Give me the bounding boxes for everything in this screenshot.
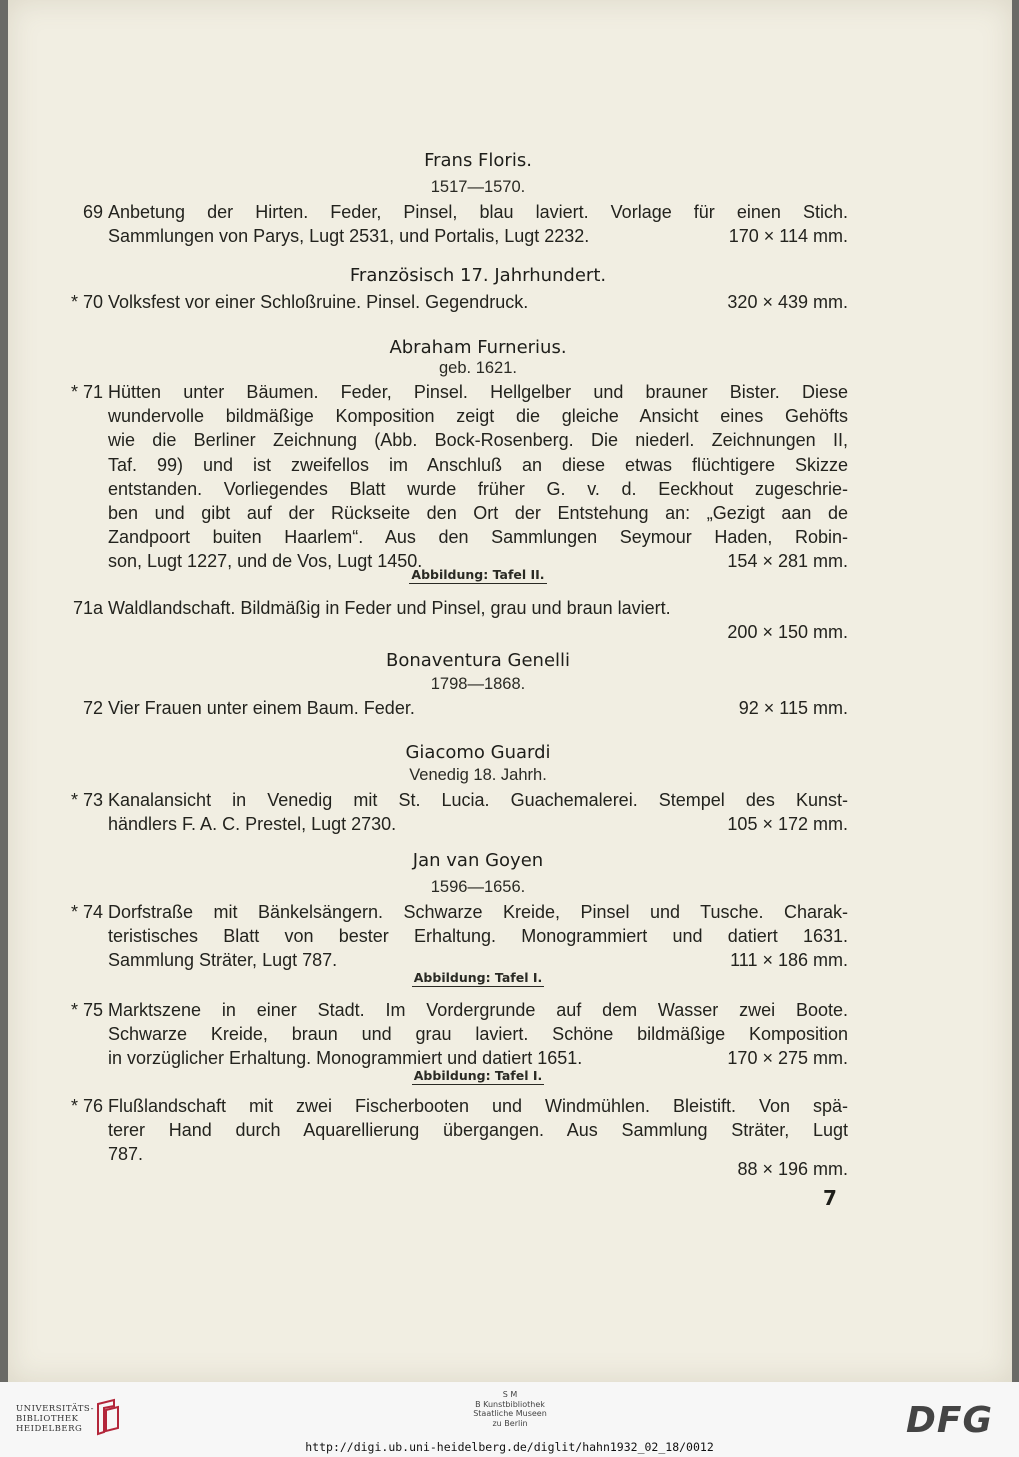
entry-text-line: entstanden. Vorliegendes Blatt wurde früher G. v. d. Eeckhout zugeschrie-	[108, 478, 848, 499]
entry-number: 72	[82, 698, 103, 718]
entry-text-line: Sammlungen von Parys, Lugt 2531, und Portalis, Lugt 2232. 170 × 114 mm.	[108, 224, 848, 248]
entry-number: * 71	[70, 382, 103, 402]
entry-76	[70, 1094, 848, 1181]
dimensions: 320 × 439 mm.	[727, 292, 848, 312]
dimensions: 200 × 150 mm.	[727, 622, 848, 643]
entry-72	[82, 696, 848, 720]
entry-text-line: händlers F. A. C. Prestel, Lugt 2730. 105 × 172 mm.	[108, 812, 848, 836]
artist-heading-floris: Frans Floris.	[424, 150, 532, 171]
dimensions: 170 × 114 mm.	[728, 226, 848, 247]
entry-text-line: Kanalansicht in Venedig mit St. Lucia. Guachemalerei. Stempel des Kunst-	[108, 790, 848, 810]
page-content	[8, 0, 1012, 1382]
entry-text-line: Taf. 99) und ist zweifellos im Anschluß an diese etwas flüchtigere Skizze	[108, 454, 848, 475]
page-number: 7	[823, 1186, 837, 1210]
university-library-name: UNIVERSITÄTS- BIBLIOTHEK HEIDELBERG	[16, 1404, 94, 1434]
entry-text-line: ben und gibt auf der Rückseite den Ort der Entstehung an: „Gezigt aan de	[108, 503, 848, 524]
entry-text-line: 787.	[108, 1144, 144, 1165]
entry-number: * 75	[70, 1000, 103, 1020]
artist-dates-floris: 1517—1570.	[430, 178, 526, 196]
entry-text-line: in vorzüglicher Erhaltung. Monogrammiert und datiert 1651. 170 × 275 mm.	[108, 1046, 848, 1070]
illustration-reference: Abbildung: Tafel I.	[413, 970, 543, 985]
dimensions: 88 × 196 mm.	[737, 1158, 848, 1179]
entry-75	[70, 998, 848, 1071]
dimensions: 154 × 281 mm.	[727, 551, 848, 572]
catalog-page	[8, 0, 1012, 1382]
dimensions: 111 × 186 mm.	[730, 950, 848, 971]
entry-number: * 70	[70, 292, 103, 312]
entry-text-line: Volksfest vor einer Schloßruine. Pinsel. Gegendruck. 320 × 439 mm.	[108, 290, 848, 314]
entry-71a	[72, 596, 848, 644]
entry-text-line: wie die Berliner Zeichnung (Abb. Bock-Rosenberg. Die niederl. Zeichnungen II,	[108, 430, 848, 451]
entry-69	[82, 200, 848, 248]
entry-text-line: terer Hand durch Aquarellierung übergangen. Aus Sammlung Sträter, Lugt	[108, 1120, 848, 1141]
entry-74	[70, 900, 848, 973]
entry-number: * 76	[70, 1096, 103, 1116]
entry-text-line: Schwarze Kreide, braun und grau laviert. Schöne bildmäßige Komposition	[108, 1024, 848, 1045]
illustration-reference: Abbildung: Tafel I.	[413, 1068, 543, 1083]
dimensions: 92 × 115 mm.	[738, 698, 848, 718]
entry-number: * 73	[70, 790, 103, 810]
illustration-reference: Abbildung: Tafel II.	[411, 567, 545, 582]
entry-text-line: Sammlung Sträter, Lugt 787. 111 × 186 mm.	[108, 948, 848, 972]
entry-text-line: teristisches Blatt von bester Erhaltung. Monogrammiert und datiert 1631.	[108, 926, 848, 947]
artist-dates-genelli: 1798—1868.	[430, 675, 526, 693]
section-heading-franzoesisch: Französisch 17. Jahrhundert.	[349, 265, 607, 286]
entry-text-line: Zandpoort buiten Haarlem“. Aus den Sammlungen Seymour Haden, Robin-	[108, 527, 848, 548]
university-logo-icon	[92, 1398, 126, 1438]
artist-heading-goyen: Jan van Goyen	[412, 850, 544, 871]
dimensions: 105 × 172 mm.	[727, 814, 848, 835]
entry-71	[70, 380, 848, 574]
entry-text-line: wundervolle bildmäßige Komposition zeigt die gleiche Ansicht eines Gehöfts	[108, 406, 848, 427]
source-url[interactable]: http://digi.ub.uni-heidelberg.de/diglit/hahn1932_02_18/0012	[305, 1440, 714, 1454]
dimensions: 170 × 275 mm.	[727, 1048, 848, 1069]
entry-text-line: Hütten unter Bäumen. Feder, Pinsel. Hellgelber und brauner Bister. Diese	[108, 382, 848, 402]
entry-number: 69	[82, 202, 103, 222]
artist-heading-guardi: Giacomo Guardi	[405, 742, 551, 763]
dfg-logo: DFG	[906, 1400, 994, 1441]
artist-heading-genelli: Bonaventura Genelli	[385, 650, 571, 671]
artist-dates-goyen: 1596—1656.	[430, 878, 526, 896]
artist-heading-furnerius: Abraham Furnerius.	[389, 337, 567, 358]
entry-text-line: Marktszene in einer Stadt. Im Vordergrunde auf dem Wasser zwei Boote.	[108, 1000, 848, 1020]
digitization-footer	[0, 1382, 1019, 1457]
artist-dates-furnerius: geb. 1621.	[439, 359, 517, 377]
entry-text-line: Dorfstraße mit Bänkelsängern. Schwarze Kreide, Pinsel und Tusche. Charak-	[108, 902, 848, 922]
entry-70	[70, 290, 848, 314]
entry-number: 71a	[72, 598, 103, 618]
museum-library-credit: S M B Kunstbibliothek Staatliche Museen zu Berlin	[473, 1390, 547, 1428]
artist-dates-guardi: Venedig 18. Jahrh.	[409, 766, 547, 784]
entry-text-line: Waldlandschaft. Bildmäßig in Feder und Pinsel, grau und braun laviert.	[108, 598, 671, 618]
entry-text-line: Anbetung der Hirten. Feder, Pinsel, blau laviert. Vorlage für einen Stich.	[108, 202, 848, 222]
entry-text-line: Flußlandschaft mit zwei Fischerbooten und Windmühlen. Bleistift. Von spä-	[108, 1096, 848, 1116]
entry-number: * 74	[70, 902, 103, 922]
entry-73	[70, 788, 848, 836]
entry-text-line: Vier Frauen unter einem Baum. Feder. 92 × 115 mm.	[108, 696, 848, 720]
entry-text-line: son, Lugt 1227, und de Vos, Lugt 1450. 154 × 281 mm.	[108, 549, 848, 573]
